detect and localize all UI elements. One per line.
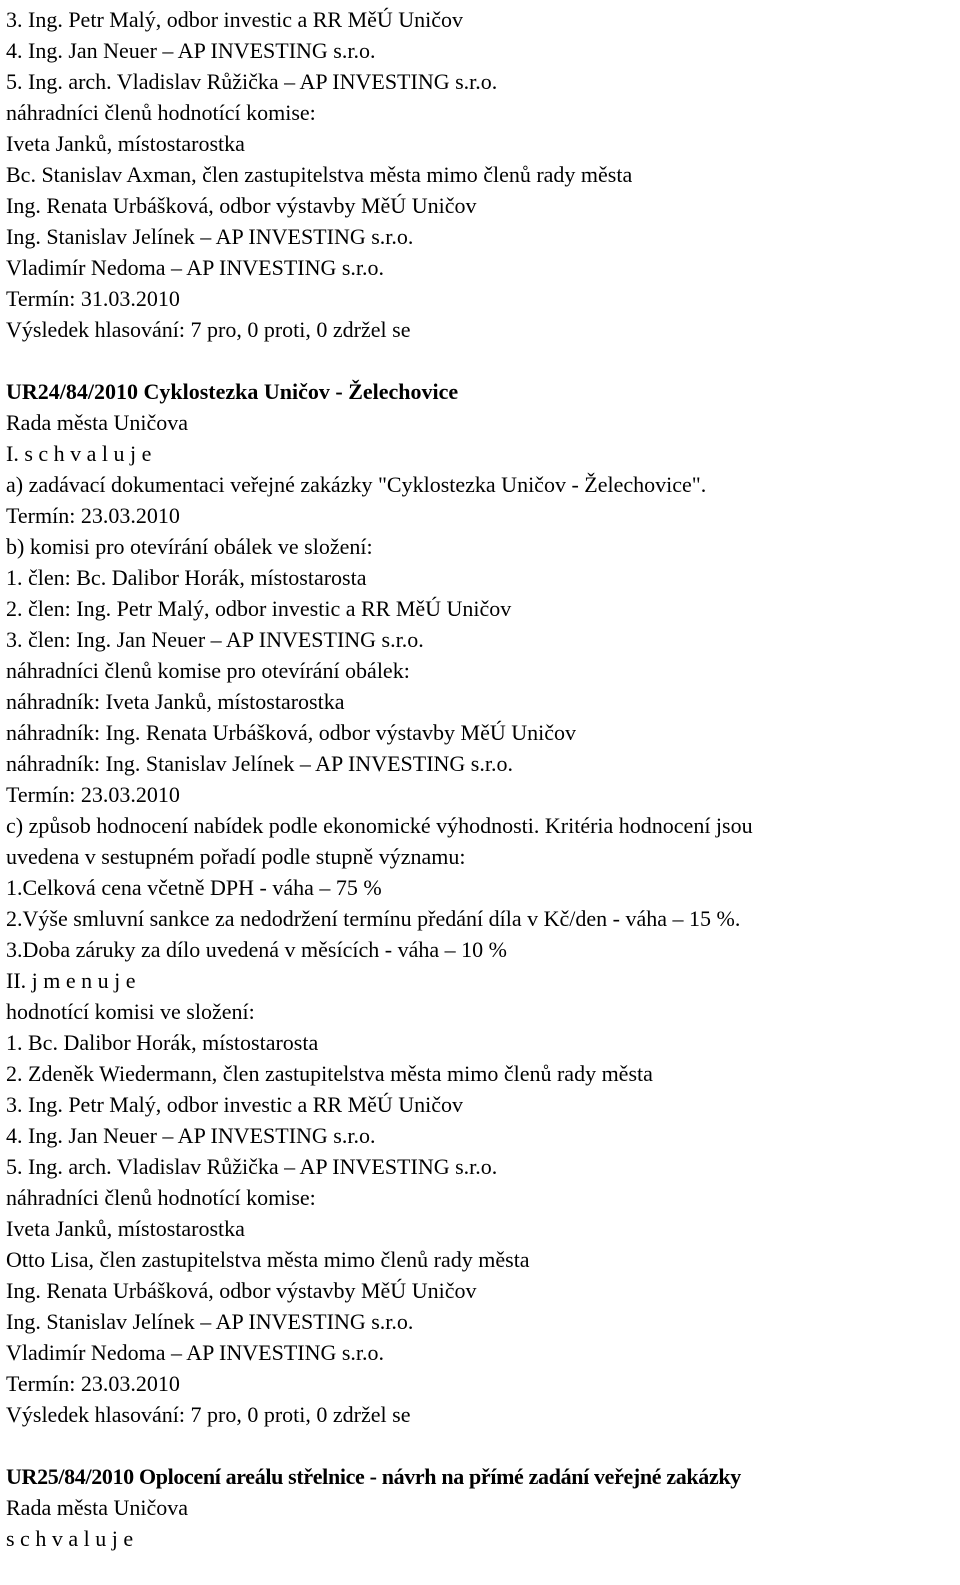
text-line: I. s c h v a l u j e: [6, 441, 152, 466]
text-line: s c h v a l u j e: [6, 1526, 134, 1551]
text-line: 3.Doba záruky za dílo uvedená v měsících - váha – 10 %: [6, 937, 507, 962]
text-line: 2.Výše smluvní sankce za nedodržení termínu předání díla v Kč/den - váha – 15 %.: [6, 906, 741, 931]
paragraph-gap: [6, 345, 956, 376]
text-line: 3. Ing. Petr Malý, odbor investic a RR MěÚ Uničov: [6, 1092, 464, 1117]
text-line: 1.Celková cena včetně DPH - váha – 75 %: [6, 875, 382, 900]
text-line: Otto Lisa, člen zastupitelstva města mimo členů rady města: [6, 1247, 530, 1272]
text-line: náhradník: Ing. Stanislav Jelínek – AP INVESTING s.r.o.: [6, 751, 513, 776]
vote-result-line: Výsledek hlasování: 7 pro, 0 proti, 0 zdržel se: [6, 1402, 411, 1427]
text-line: b) komisi pro otevírání obálek ve složení:: [6, 534, 373, 559]
text-line: 2. člen: Ing. Petr Malý, odbor investic a RR MěÚ Uničov: [6, 596, 512, 621]
paragraph-gap: [6, 1430, 956, 1461]
resolution-ur24: [6, 376, 956, 1430]
resolution-heading: UR25/84/2010 Oplocení areálu střelnice - návrh na přímé zadání veřejné zakázky: [6, 1464, 741, 1489]
text-line: Rada města Uničova: [6, 1495, 189, 1520]
text-line: Termín: 23.03.2010: [6, 503, 180, 528]
text-line: 1. člen: Bc. Dalibor Horák, místostarosta: [6, 565, 367, 590]
text-line: uvedena v sestupném pořadí podle stupně významu:: [6, 844, 466, 869]
resolution-ur25: [6, 1461, 956, 1554]
resolution-heading: UR24/84/2010 Cyklostezka Uničov - Želechovice: [6, 379, 459, 404]
text-line: Ing. Stanislav Jelínek – AP INVESTING s.r.o.: [6, 1309, 414, 1334]
text-line: a) zadávací dokumentaci veřejné zakázky "Cyklostezka Uničov - Želechovice".: [6, 472, 707, 497]
text-line: 4. Ing. Jan Neuer – AP INVESTING s.r.o.: [6, 1123, 376, 1148]
text-line: náhradníci členů komise pro otevírání obálek:: [6, 658, 410, 683]
text-line: 5. Ing. arch. Vladislav Růžička – AP INVESTING s.r.o.: [6, 69, 498, 94]
vote-result-line: Výsledek hlasování: 7 pro, 0 proti, 0 zdržel se: [6, 317, 411, 342]
previous-resolution-continuation: [6, 4, 956, 345]
text-line: Iveta Janků, místostarostka: [6, 131, 245, 156]
text-line: Ing. Renata Urbášková, odbor výstavby MěÚ Uničov: [6, 1278, 477, 1303]
text-line: náhradník: Ing. Renata Urbášková, odbor výstavby MěÚ Uničov: [6, 720, 577, 745]
text-line: 5. Ing. arch. Vladislav Růžička – AP INVESTING s.r.o.: [6, 1154, 498, 1179]
text-line: 3. Ing. Petr Malý, odbor investic a RR MěÚ Uničov: [6, 7, 464, 32]
text-line: náhradníci členů hodnotící komise:: [6, 100, 316, 125]
text-line: Termín: 23.03.2010: [6, 782, 180, 807]
text-line: c) způsob hodnocení nabídek podle ekonomické výhodnosti. Kritéria hodnocení jsou: [6, 813, 753, 838]
deadline-line: Termín: 31.03.2010: [6, 286, 180, 311]
text-line: Bc. Stanislav Axman, člen zastupitelstva města mimo členů rady města: [6, 162, 633, 187]
text-line: hodnotící komisi ve složení:: [6, 999, 255, 1024]
text-line: náhradníci členů hodnotící komise:: [6, 1185, 316, 1210]
deadline-line: Termín: 23.03.2010: [6, 1371, 180, 1396]
text-line: II. j m e n u j e: [6, 968, 136, 993]
text-line: Iveta Janků, místostarostka: [6, 1216, 245, 1241]
text-line: 1. Bc. Dalibor Horák, místostarosta: [6, 1030, 319, 1055]
document-page: [6, 4, 956, 1554]
text-line: 3. člen: Ing. Jan Neuer – AP INVESTING s.r.o.: [6, 627, 424, 652]
text-line: 2. Zdeněk Wiedermann, člen zastupitelstva města mimo členů rady města: [6, 1061, 653, 1086]
text-line: náhradník: Iveta Janků, místostarostka: [6, 689, 345, 714]
text-line: 4. Ing. Jan Neuer – AP INVESTING s.r.o.: [6, 38, 376, 63]
text-line: Vladimír Nedoma – AP INVESTING s.r.o.: [6, 255, 385, 280]
text-line: Ing. Stanislav Jelínek – AP INVESTING s.r.o.: [6, 224, 414, 249]
text-line: Ing. Renata Urbášková, odbor výstavby MěÚ Uničov: [6, 193, 477, 218]
text-line: Vladimír Nedoma – AP INVESTING s.r.o.: [6, 1340, 385, 1365]
text-line: Rada města Uničova: [6, 410, 189, 435]
